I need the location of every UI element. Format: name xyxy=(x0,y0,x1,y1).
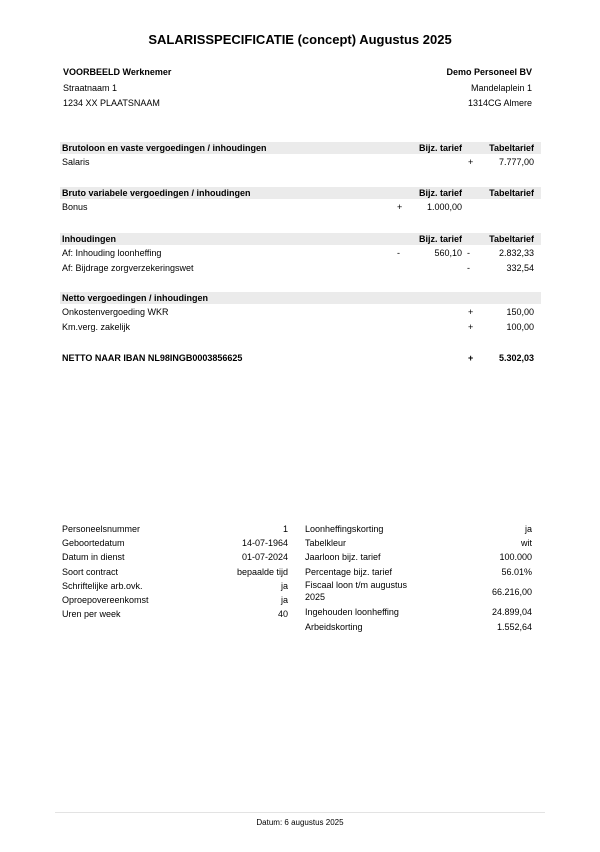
detail-value: 56.01% xyxy=(501,567,532,577)
footer-date: Datum: 6 augustus 2025 xyxy=(256,818,344,827)
detail-label: Percentage bijz. tarief xyxy=(305,567,393,577)
detail-value: 40 xyxy=(277,609,288,619)
detail-label: Personeelsnummer xyxy=(62,524,141,534)
row-label: Salaris xyxy=(62,157,90,167)
detail-value: ja xyxy=(280,581,288,591)
section-variabel-header: Bruto variabele vergoedingen / inhoudingen xyxy=(62,188,251,198)
net-pay-amount: 5.302,03 xyxy=(498,353,534,363)
detail-label: Schriftelijke arb.ovk. xyxy=(62,581,143,591)
col-tabeltarief: Tabeltarief xyxy=(489,143,534,153)
col-tabeltarief: Tabeltarief xyxy=(489,234,534,244)
row-label: Bonus xyxy=(62,202,88,212)
row-tabel-amount: 150,00 xyxy=(506,307,534,317)
detail-value: bepaalde tijd xyxy=(236,567,288,577)
employer-street: Mandelaplein 1 xyxy=(470,83,532,93)
detail-label: Jaarloon bijz. tarief xyxy=(305,552,381,562)
page-title: SALARISSPECIFICATIE (concept) Augustus 2025 xyxy=(148,32,452,47)
row-tabel-amount: 7.777,00 xyxy=(498,157,534,167)
detail-value: ja xyxy=(280,595,288,605)
row-tabel-amount: 100,00 xyxy=(506,322,534,332)
employer-city: 1314CG Almere xyxy=(467,98,532,108)
row-tabel-amount: 332,54 xyxy=(506,263,534,273)
detail-value: 01-07-2024 xyxy=(241,552,288,562)
detail-label: Ingehouden loonheffing xyxy=(305,607,399,617)
row-label: Km.verg. zakelijk xyxy=(62,322,131,332)
employee-city: 1234 XX PLAATSNAAM xyxy=(63,98,160,108)
detail-label: Fiscaal loon t/m augustus xyxy=(305,580,408,590)
net-pay-label: NETTO NAAR IBAN NL98INGB0003856625 xyxy=(62,353,243,363)
col-bijz-tarief: Bijz. tarief xyxy=(418,143,462,153)
section-inhoudingen-header: Inhoudingen xyxy=(62,234,116,244)
row-label: Onkostenvergoeding WKR xyxy=(62,307,169,317)
row-sign: - xyxy=(397,248,400,258)
detail-label: Oproepovereenkomst xyxy=(62,595,149,605)
detail-value: 14-07-1964 xyxy=(241,538,288,548)
employee-name: VOORBEELD Werknemer xyxy=(63,67,172,77)
col-bijz-tarief: Bijz. tarief xyxy=(418,234,462,244)
row-sign: + xyxy=(468,322,474,332)
detail-label: Datum in dienst xyxy=(62,552,125,562)
detail-label: Tabelkleur xyxy=(305,538,347,548)
row-sign: + xyxy=(397,202,403,212)
detail-label-cont: 2025 xyxy=(305,592,326,602)
row-label: Af: Bijdrage zorgverzekeringswet xyxy=(62,263,194,273)
col-tabeltarief: Tabeltarief xyxy=(489,188,534,198)
detail-label: Uren per week xyxy=(62,609,121,619)
detail-label: Soort contract xyxy=(62,567,119,577)
detail-value: ja xyxy=(524,524,532,534)
section-netto-header: Netto vergoedingen / inhoudingen xyxy=(62,293,208,303)
row-label: Af: Inhouding loonheffing xyxy=(62,248,162,258)
row-bijz-amount: 560,10 xyxy=(434,248,462,258)
detail-label: Geboortedatum xyxy=(62,538,125,548)
employee-street: Straatnaam 1 xyxy=(63,83,118,93)
detail-value: wit xyxy=(521,538,532,548)
detail-value: 24.899,04 xyxy=(491,607,532,617)
col-bijz-tarief: Bijz. tarief xyxy=(418,188,462,198)
section-brutoloon-header: Brutoloon en vaste vergoedingen / inhoudingen xyxy=(62,143,267,153)
detail-label: Arbeidskorting xyxy=(305,622,363,632)
footer-divider xyxy=(55,812,545,813)
row-bijz-amount: 1.000,00 xyxy=(426,202,462,212)
detail-value: 1 xyxy=(282,524,288,534)
row-sign: - xyxy=(467,248,470,258)
row-sign: + xyxy=(468,157,474,167)
detail-value: 100.000 xyxy=(499,552,532,562)
detail-value: 1.552,64 xyxy=(496,622,532,632)
detail-label: Loonheffingskorting xyxy=(305,524,384,534)
row-tabel-amount: 2.832,33 xyxy=(498,248,534,258)
net-pay-sign: + xyxy=(468,353,474,363)
row-sign: + xyxy=(468,307,474,317)
detail-value: 66.216,00 xyxy=(491,587,532,597)
row-sign: - xyxy=(467,263,470,273)
section-header-band xyxy=(60,233,541,245)
employer-name: Demo Personeel BV xyxy=(446,67,532,77)
